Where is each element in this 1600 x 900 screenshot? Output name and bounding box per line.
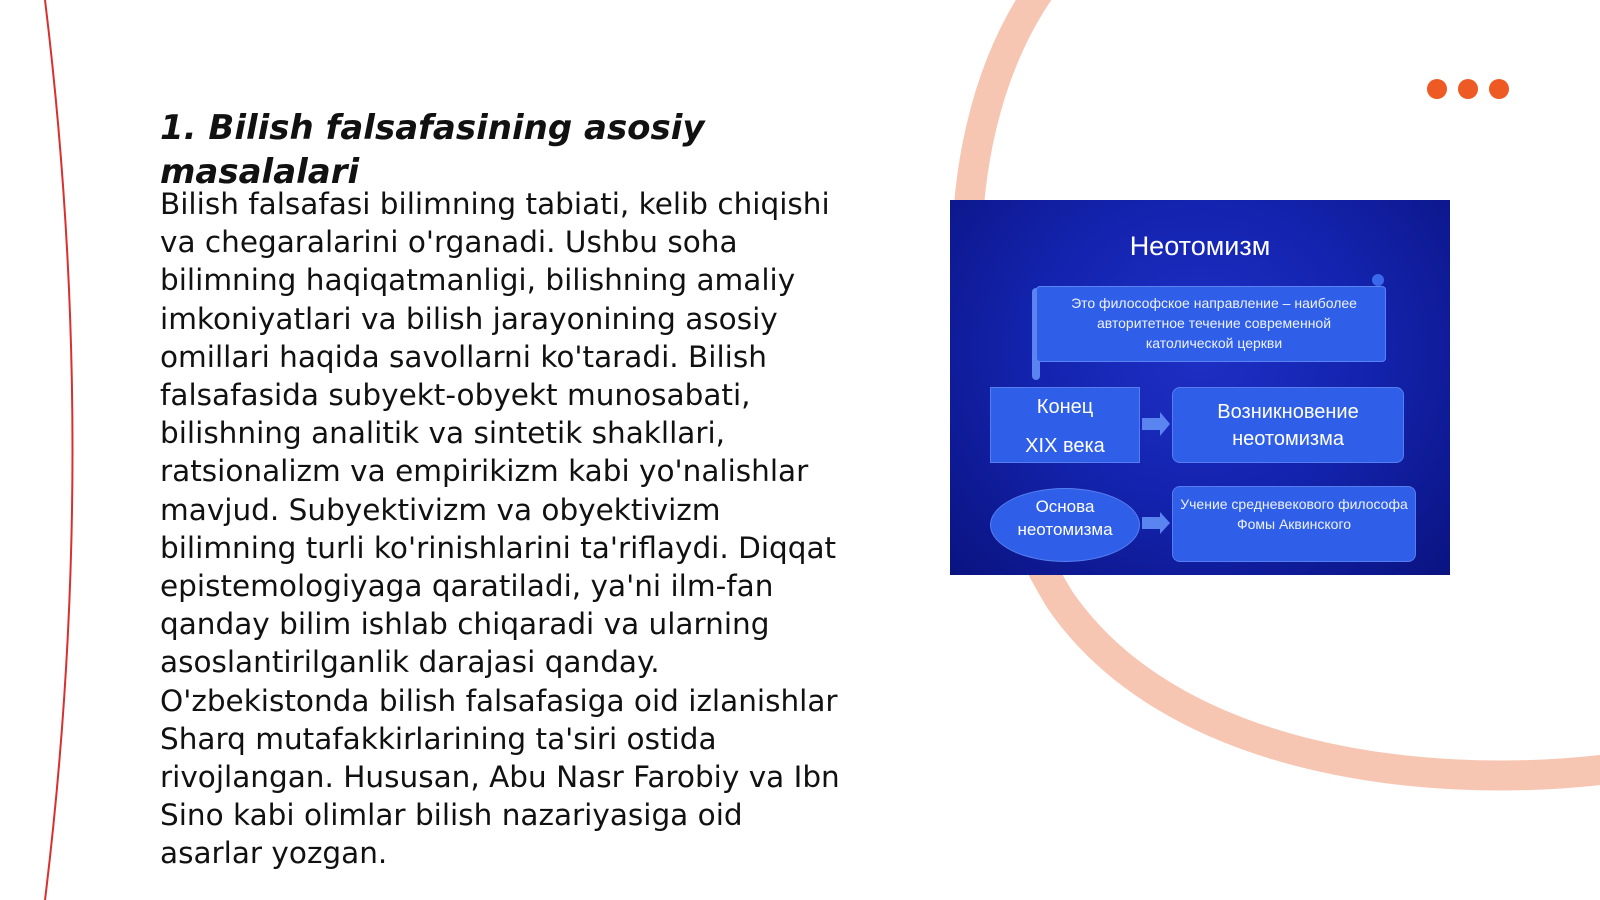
slide-body-text: Bilish falsafasi bilimning tabiati, kelib chiqishi va chegaralarini o'rganadi. Ushbu soha bilimning haqiqatmanligi, bilishning amaliy imkoniyatlari va bilish jarayonining asosiy omillari haqida savollarni ko'taradi. Bilish falsafasida subyekt-obyekt munosabati, bilishning analitik va sintetik shakllari, ratsionalizm va empirikizm kabi yo'nalishlar mavjud. Subyektivizm va obyektivizm bilimning turli ko'rinishlarini ta'riflaydi. Diqqat epistemologiyaga qaratiladi, ya'ni ilm-fan qanday bilim ishlab chiqaradi va ularning asoslantirilganlik darajasi qanday. O'zbekistonda bilish falsafasiga oid izlanishlar Sharq mutafakkirlarining ta'siri ostida rivojlangan. Hususan, Abu Nasr Farobiy va Ibn Sino kabi olimlar bilish nazariyasiga oid asarlar yozgan. — [160, 187, 840, 871]
dots-decor — [1427, 79, 1509, 99]
rise-text: Возникновение неотомизма — [1217, 401, 1359, 450]
end-century-line1: Конец — [1036, 396, 1094, 418]
dot-icon — [1427, 79, 1447, 99]
arrow-right-icon — [1142, 512, 1170, 534]
dot-icon — [1458, 79, 1478, 99]
base-text: Основа неотомизма — [1017, 497, 1113, 539]
diagram-title: Неотомизм — [1129, 231, 1271, 261]
arrow-right-icon — [1142, 412, 1170, 436]
end-century-line2: XIX века — [1025, 435, 1105, 457]
scroll-text: Это философское направление – наиболее авторитетное течение современной католической церкви — [1071, 295, 1357, 351]
neothomism-diagram-image — [950, 200, 1450, 575]
left-decor-curve — [0, 0, 120, 900]
slide-title: 1. Bilish falsafasining asosiy masalalari — [160, 108, 705, 192]
teaching-text: Учение средневекового философа Фомы Аквинского — [1180, 496, 1408, 532]
dot-icon — [1489, 79, 1509, 99]
